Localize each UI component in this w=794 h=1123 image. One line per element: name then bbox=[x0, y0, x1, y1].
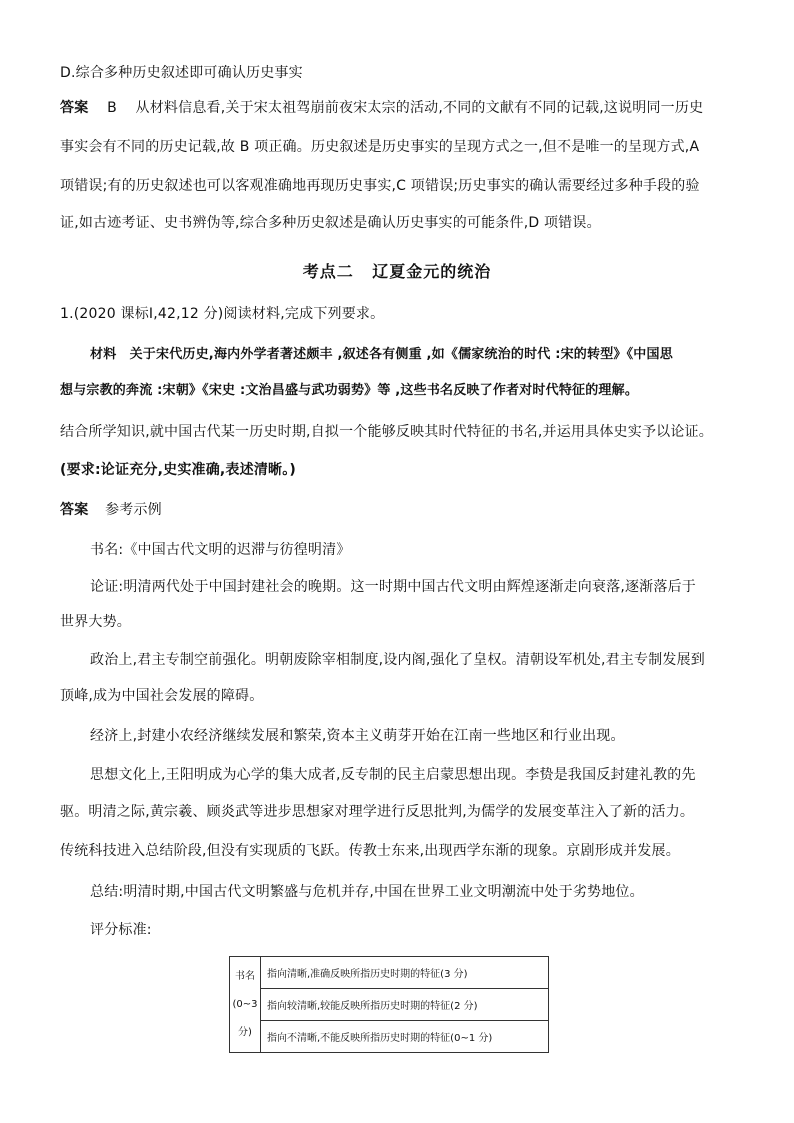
answer-note: 参考示例 bbox=[105, 502, 162, 518]
scoring-head-line: (0~3 bbox=[232, 998, 258, 1010]
section-title: 辽夏金元的统治 bbox=[372, 262, 492, 281]
scoring-criterion: 指向清晰,准确反映所指历史时期的特征(3 分) bbox=[261, 957, 549, 989]
culture-line: 传统科技进入总结阶段,但没有实现质的飞跃。传教士东来,出现西学东渐的现象。京剧形成并发展。 bbox=[60, 843, 680, 859]
argument-line: 世界大势。 bbox=[60, 614, 131, 630]
intro-explanation-line: 从材料信息看,关于宋太祖驾崩前夜宋太宗的活动,不同的文献有不同的记载,这说明同一历史 bbox=[135, 100, 704, 116]
summary-line: 总结:明清时期,中国古代文明繁盛与危机并存,中国在世界工业文明潮流中处于劣势地位。 bbox=[90, 884, 644, 900]
section-number: 考点二 bbox=[302, 262, 354, 281]
intro-explanation-line: 证,如古迹考证、史书辨伪等,综合多种历史叙述是确认历史事实的可能条件,D 项错误。 bbox=[60, 215, 601, 231]
material-line: 材料 关于宋代历史,海内外学者著述颇丰 ,叙述各有侧重 ,如《儒家统治的时代 :宋的转型》《中国思 bbox=[90, 347, 673, 362]
material-line: 想与宗教的奔流 :宋朝》《宋史 :文治昌盛与武功弱势》等 ,这些书名反映了作者对时代特征的理解。 bbox=[60, 383, 639, 398]
scoring-table bbox=[229, 956, 549, 1053]
scoring-head-line: 分) bbox=[238, 1026, 252, 1038]
scoring-criterion: 指向不清晰,不能反映所指历史时期的特征(0~1 分) bbox=[261, 1021, 549, 1053]
question-prompt: 1.(2020 课标Ⅰ,42,12 分)阅读材料,完成下列要求。 bbox=[60, 306, 385, 322]
culture-line: 思想文化上,王阳明成为心学的集大成者,反专制的民主启蒙思想出现。李贽是我国反封建礼教的先 bbox=[90, 767, 696, 783]
scoring-table-head bbox=[230, 957, 261, 1053]
intro-answer-label: 答案 bbox=[60, 100, 89, 116]
economy-line: 经济上,封建小农经济继续发展和繁荣,资本主义萌芽开始在江南一些地区和行业出现。 bbox=[90, 728, 625, 744]
politics-line: 顶峰,成为中国社会发展的障碍。 bbox=[60, 688, 264, 704]
scoring-label: 评分标准: bbox=[90, 922, 152, 938]
question-requirement: (要求:论证充分,史实准确,表述清晰。) bbox=[60, 462, 297, 478]
answer-header bbox=[60, 500, 162, 520]
politics-line: 政治上,君主专制空前强化。明朝废除宰相制度,设内阁,强化了皇权。清朝设军机处,君主专制发展到 bbox=[90, 652, 705, 668]
option-d: D.综合多种历史叙述即可确认历史事实 bbox=[60, 65, 303, 81]
culture-line: 驱。明清之际,黄宗羲、顾炎武等进步思想家对理学进行反思批判,为儒学的发展变革注入了新的活力。 bbox=[60, 804, 695, 820]
argument-line: 论证:明清两代处于中国封建社会的晚期。这一时期中国古代文明由辉煌逐渐走向衰落,逐渐落后于 bbox=[90, 579, 696, 595]
intro-explanation-line: 事实会有不同的历史记载,故 B 项正确。历史叙述是历史事实的呈现方式之一,但不是唯一的呈现方式,A bbox=[60, 139, 700, 155]
intro-answer-value: B bbox=[107, 100, 117, 116]
scoring-head-line: 书名 bbox=[235, 970, 255, 982]
book-title-line: 书名:《中国古代文明的迟滞与彷徨明清》 bbox=[90, 542, 351, 558]
answer-label: 答案 bbox=[60, 502, 89, 518]
scoring-criterion: 指向较清晰,较能反映所指历史时期的特征(2 分) bbox=[261, 989, 549, 1021]
section-heading bbox=[0, 259, 794, 282]
intro-explanation-line: 项错误;有的历史叙述也可以客观准确地再现历史事实,C 项错误;历史事实的确认需要经过多种手段的验 bbox=[60, 178, 700, 194]
intro-answer-line bbox=[60, 98, 703, 118]
question-task: 结合所学知识,就中国古代某一历史时期,自拟一个能够反映其时代特征的书名,并运用具体史实予以论证。 bbox=[60, 424, 713, 440]
